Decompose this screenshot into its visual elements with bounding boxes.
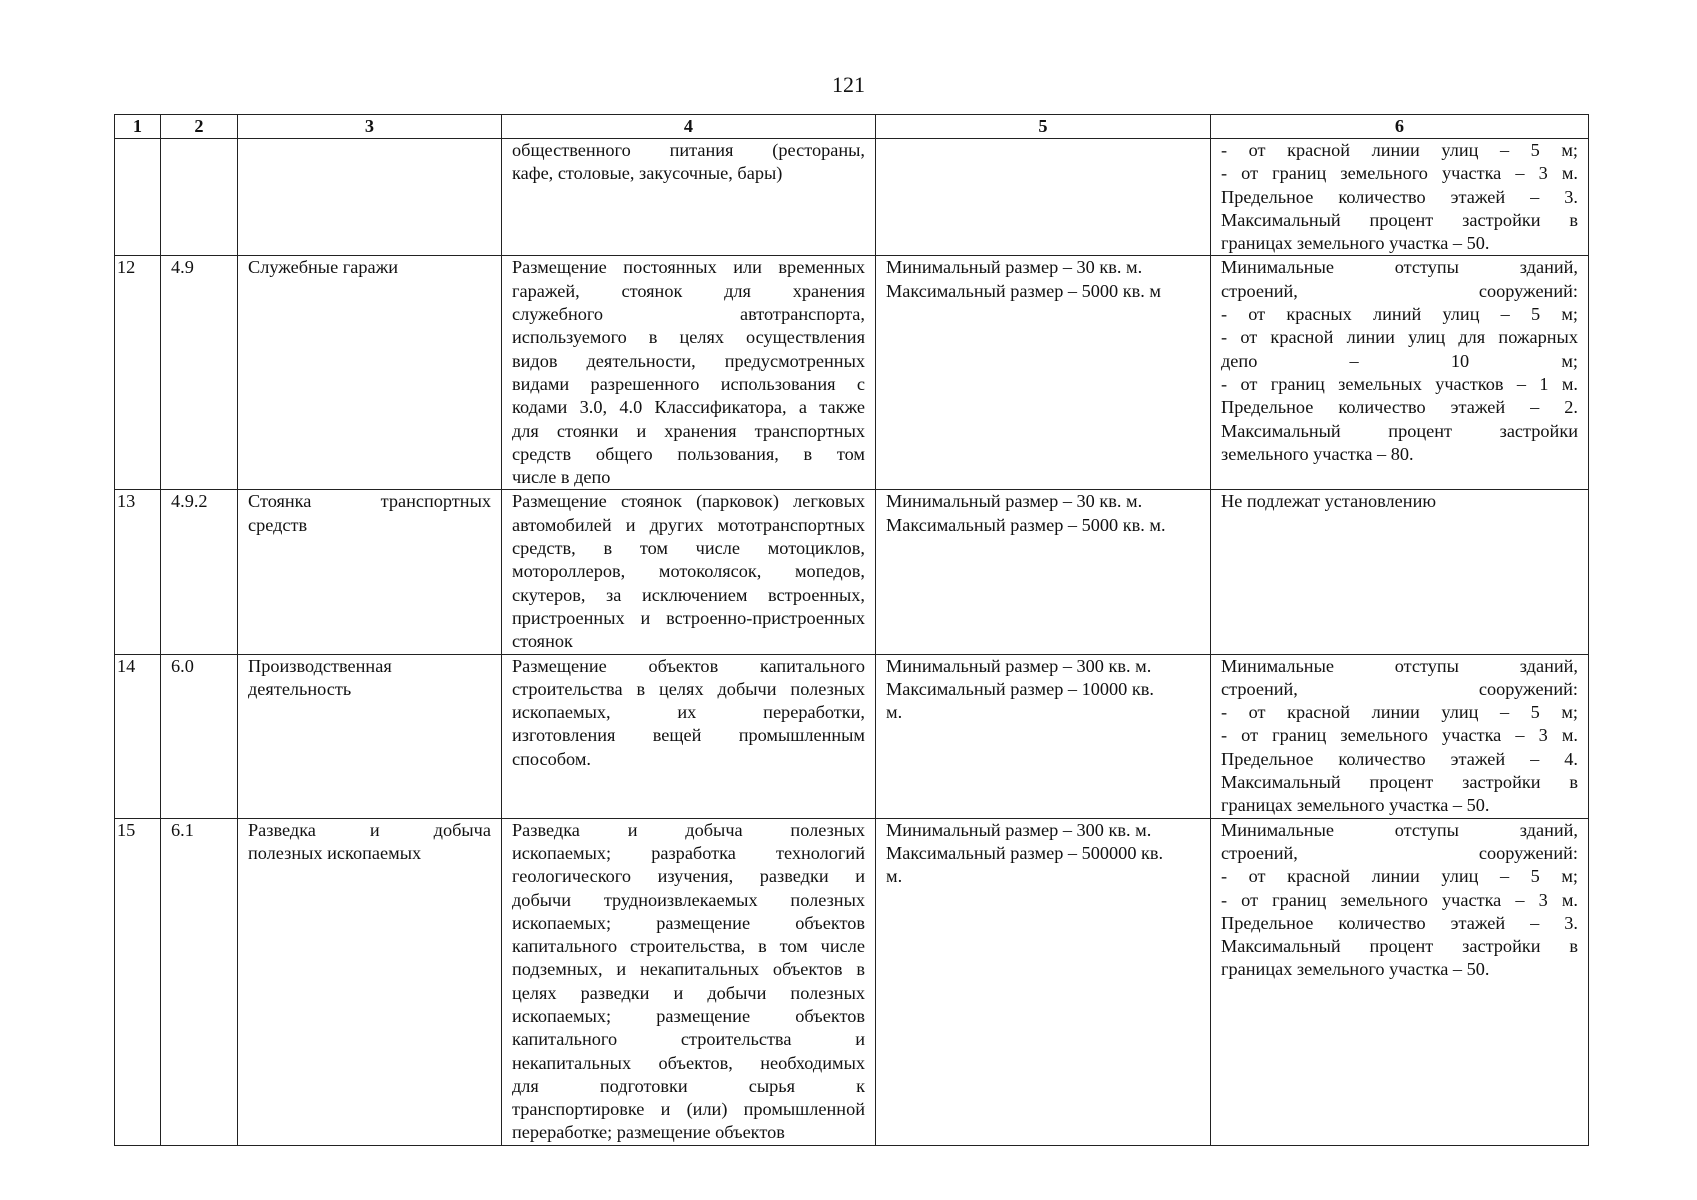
land-use-name: [238, 256, 502, 490]
construction-parameters: [1211, 256, 1589, 490]
land-use-description-line: целях разведки и добычи полезных: [512, 982, 865, 1003]
row-number: 13: [115, 490, 161, 654]
land-use-description-line: ископаемых; размещение объектов: [512, 912, 865, 933]
classifier-code: 4.9: [161, 256, 238, 490]
land-use-description-line: видами разрешенного использования с: [512, 373, 865, 394]
table-row: [115, 654, 1589, 818]
land-use-description-line: Размещение объектов капитального: [512, 655, 865, 676]
construction-parameters: [1211, 490, 1589, 654]
construction-parameters: [1211, 139, 1589, 256]
construction-parameters-line: Предельное количество этажей – 2.: [1221, 397, 1578, 418]
land-use-description-line: гаражей, стоянок для хранения: [512, 280, 865, 301]
construction-parameters-line: Предельное количество этажей – 3.: [1221, 912, 1578, 933]
land-use-description-line: автомобилей и других мототранспортных: [512, 514, 865, 535]
column-header: 5: [876, 115, 1211, 139]
land-use-name-line: Разведка и добыча: [248, 819, 491, 840]
construction-parameters-line: строений, сооружений:: [1221, 280, 1578, 301]
land-use-name-line: Служебные гаражи: [248, 257, 399, 278]
land-use-description-line: мотороллеров, мотоколясок, мопедов,: [512, 561, 865, 582]
land-use-description-line: видов деятельности, предусмотренных: [512, 350, 865, 371]
land-use-description-line: кафе, столовые, закусочные, бары): [512, 163, 783, 184]
construction-parameters-line: - от красной линии улиц – 5 м;: [1221, 140, 1578, 160]
land-use-description-line: ископаемых; размещение объектов: [512, 1005, 865, 1026]
land-use-description-line: геологического изучения, разведки и: [512, 866, 865, 887]
construction-parameters-line: - от границ земельного участка – 3 м.: [1221, 889, 1578, 910]
column-header: 2: [161, 115, 238, 139]
land-use-description-line: транспортировке и (или) промышленной: [512, 1099, 865, 1120]
plot-size-limits-line: Минимальный размер – 30 кв. м.: [886, 491, 1143, 512]
row-number: 15: [115, 818, 161, 1145]
land-use-name: [238, 654, 502, 818]
zoning-regulations-table: [114, 114, 1589, 1146]
classifier-code: 6.0: [161, 654, 238, 818]
land-use-description-line: пристроенных и встроенно-пристроенных: [512, 607, 865, 628]
column-header: 6: [1211, 115, 1589, 139]
land-use-name: [238, 818, 502, 1145]
land-use-description: [502, 818, 876, 1145]
construction-parameters-line: - от красной линии улиц для пожарных: [1221, 327, 1578, 348]
row-number: 14: [115, 654, 161, 818]
land-use-description-line: изготовления вещей промышленным: [512, 725, 865, 746]
land-use-description-line: средств, в том числе мотоциклов,: [512, 538, 865, 559]
plot-size-limits-line: м.: [886, 866, 903, 887]
land-use-description-line: ископаемых; разработка технологий: [512, 842, 865, 863]
column-header: 3: [238, 115, 502, 139]
plot-size-limits: [876, 139, 1211, 256]
land-use-description-line: переработке; размещение объектов: [512, 1122, 785, 1143]
plot-size-limits-line: Максимальный размер – 5000 кв. м.: [886, 514, 1166, 535]
land-use-description-line: числе в депо: [512, 467, 611, 488]
land-use-description-line: используемого в целях осуществления: [512, 327, 865, 348]
land-use-description: [502, 490, 876, 654]
land-use-description-line: средств общего пользования, в том: [512, 443, 865, 464]
land-use-description-line: служебного автотранспорта,: [512, 304, 865, 325]
construction-parameters-line: Минимальные отступы зданий,: [1221, 257, 1578, 278]
row-number: [115, 139, 161, 256]
land-use-name-line: Стоянка транспортных: [248, 491, 491, 512]
land-use-description-line: ископаемых, их переработки,: [512, 702, 865, 723]
construction-parameters-line: строений, сооружений:: [1221, 842, 1578, 863]
land-use-name-line: средств: [248, 514, 308, 535]
land-use-description: [502, 654, 876, 818]
land-use-description-line: некапитальных объектов, необходимых: [512, 1052, 865, 1073]
land-use-description-line: способом.: [512, 748, 591, 769]
construction-parameters-line: - от красной линии улиц – 5 м;: [1221, 866, 1578, 887]
construction-parameters: [1211, 654, 1589, 818]
construction-parameters-line: границах земельного участка – 50.: [1221, 795, 1490, 816]
land-use-description-line: Размещение постоянных или временных: [512, 257, 865, 278]
plot-size-limits: [876, 256, 1211, 490]
land-use-description-line: для подготовки сырья к: [512, 1075, 865, 1096]
construction-parameters-line: - от красных линий улиц – 5 м;: [1221, 304, 1578, 325]
construction-parameters-line: - от границ земельных участков – 1 м.: [1221, 373, 1578, 394]
land-use-description-line: Размещение стоянок (парковок) легковых: [512, 491, 865, 512]
land-use-description: [502, 256, 876, 490]
plot-size-limits-line: Максимальный размер – 5000 кв. м: [886, 280, 1161, 301]
plot-size-limits-line: Минимальный размер – 30 кв. м.: [886, 257, 1143, 278]
classifier-code: 4.9.2: [161, 490, 238, 654]
construction-parameters-line: - от границ земельного участка – 3 м.: [1221, 725, 1578, 746]
construction-parameters-line: земельного участка – 80.: [1221, 443, 1414, 464]
table-row: [115, 818, 1589, 1145]
construction-parameters-line: - от границ земельного участка – 3 м.: [1221, 163, 1578, 184]
construction-parameters-line: Не подлежат установлению: [1221, 491, 1437, 512]
construction-parameters-line: Минимальные отступы зданий,: [1221, 655, 1578, 676]
construction-parameters-line: Максимальный процент застройки в: [1221, 936, 1578, 957]
plot-size-limits-line: Минимальный размер – 300 кв. м.: [886, 655, 1152, 676]
land-use-description-line: скутеров, за исключением встроенных,: [512, 584, 865, 605]
construction-parameters-line: Максимальный процент застройки в: [1221, 209, 1578, 230]
land-use-name-line: Производственная: [248, 655, 392, 676]
construction-parameters-line: Минимальные отступы зданий,: [1221, 819, 1578, 840]
land-use-name: [238, 490, 502, 654]
land-use-description-line: строительства в целях добычи полезных: [512, 678, 865, 699]
plot-size-limits-line: м.: [886, 702, 903, 723]
page-number: 121: [832, 72, 865, 97]
construction-parameters-line: депо – 10 м;: [1221, 350, 1578, 371]
land-use-description-line: общественного питания (рестораны,: [512, 140, 865, 160]
land-use-description-line: кодами 3.0, 4.0 Классификатора, а также: [512, 397, 865, 418]
land-use-description-line: для стоянки и хранения транспортных: [512, 420, 865, 441]
land-use-description-line: капитального строительства и: [512, 1029, 865, 1050]
table-row: [115, 256, 1589, 490]
land-use-description-line: капитального строительства, в том числе: [512, 936, 865, 957]
construction-parameters-line: Максимальный процент застройки: [1221, 420, 1578, 441]
plot-size-limits-line: Максимальный размер – 10000 кв.: [886, 678, 1154, 699]
table-row: [115, 490, 1589, 654]
plot-size-limits: [876, 490, 1211, 654]
construction-parameters-line: Предельное количество этажей – 4.: [1221, 748, 1578, 769]
column-header: 4: [502, 115, 876, 139]
row-number: 12: [115, 256, 161, 490]
column-header: 1: [115, 115, 161, 139]
land-use-description-line: Разведка и добыча полезных: [512, 819, 865, 840]
plot-size-limits-line: Минимальный размер – 300 кв. м.: [886, 819, 1152, 840]
table-row: [115, 139, 1589, 256]
construction-parameters-line: границах земельного участка – 50.: [1221, 233, 1490, 254]
plot-size-limits: [876, 818, 1211, 1145]
construction-parameters-line: - от красной линии улиц – 5 м;: [1221, 702, 1578, 723]
classifier-code: [161, 139, 238, 256]
land-use-description-line: стоянок: [512, 631, 573, 652]
land-use-description-line: добычи трудноизвлекаемых полезных: [512, 889, 865, 910]
construction-parameters-line: Максимальный процент застройки в: [1221, 772, 1578, 793]
construction-parameters-line: границах земельного участка – 50.: [1221, 959, 1490, 980]
plot-size-limits: [876, 654, 1211, 818]
land-use-name-line: полезных ископаемых: [248, 842, 422, 863]
classifier-code: 6.1: [161, 818, 238, 1145]
land-use-description: [502, 139, 876, 256]
land-use-name-line: деятельность: [248, 678, 352, 699]
land-use-description-line: подземных, и некапитальных объектов в: [512, 959, 865, 980]
table-header-row: [115, 115, 1589, 139]
land-use-name: [238, 139, 502, 256]
plot-size-limits-line: Максимальный размер – 500000 кв.: [886, 842, 1164, 863]
construction-parameters-line: Предельное количество этажей – 3.: [1221, 186, 1578, 207]
construction-parameters: [1211, 818, 1589, 1145]
construction-parameters-line: строений, сооружений:: [1221, 678, 1578, 699]
